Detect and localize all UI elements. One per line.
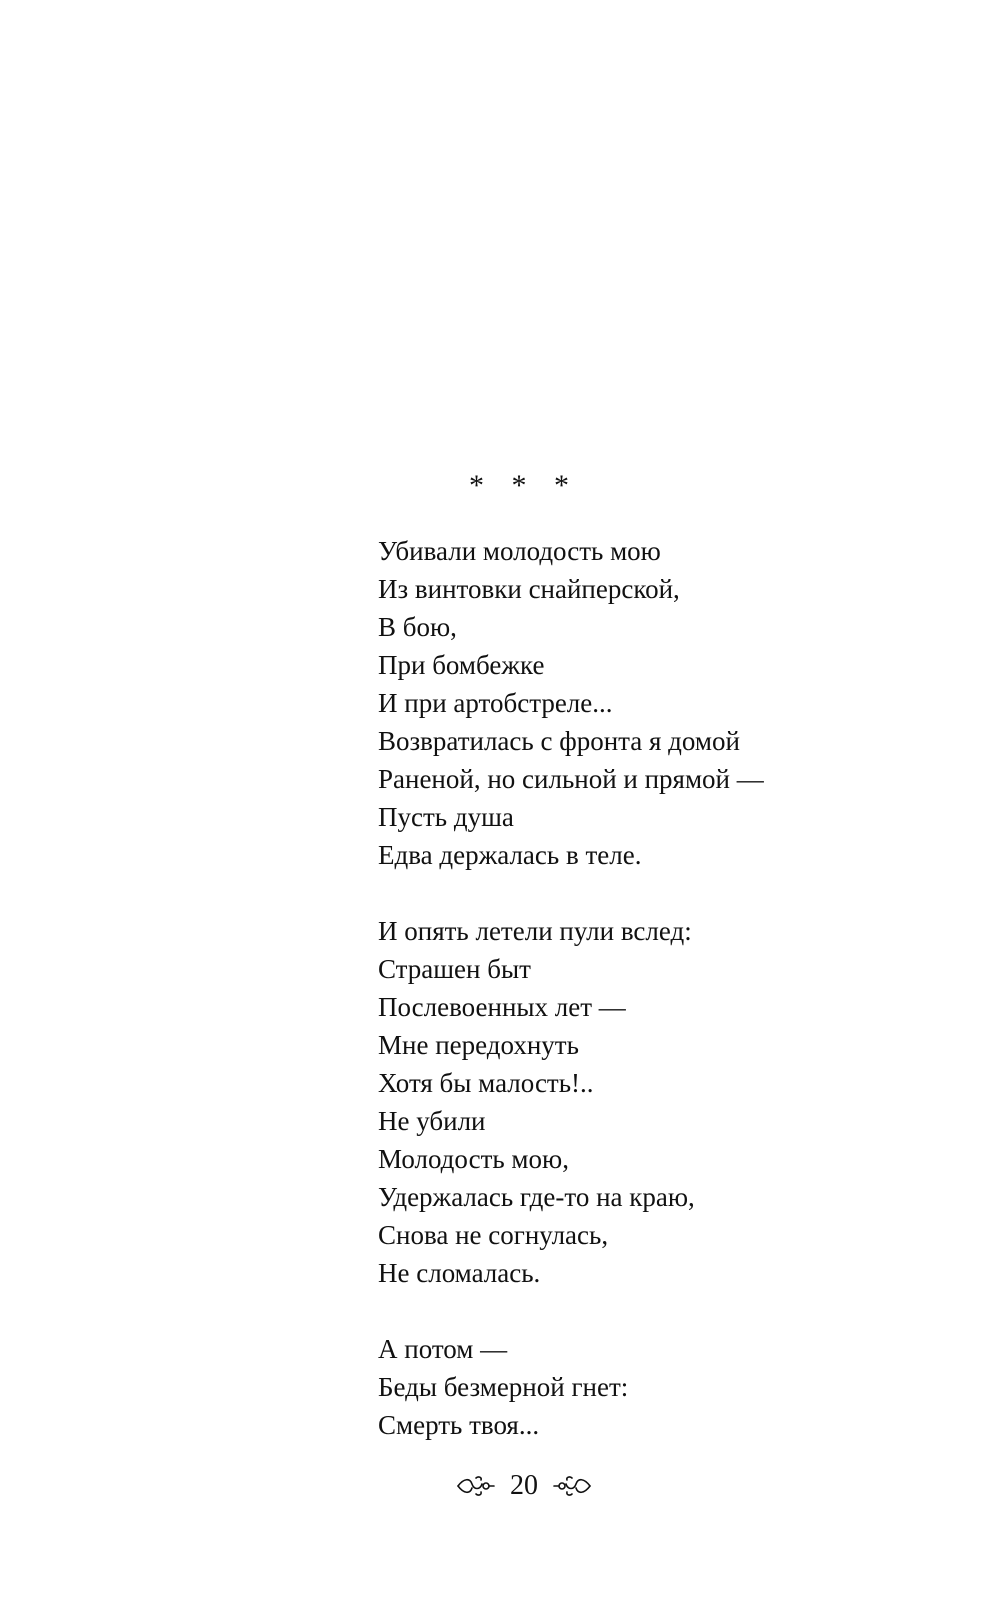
poem-line: Убивали молодость мою — [378, 536, 661, 566]
flourish-ornament-icon — [456, 1474, 496, 1498]
poem-line: В бою, — [378, 612, 457, 642]
poem-line: А потом — — [378, 1334, 508, 1364]
poem-line: Пусть душа — [378, 802, 514, 832]
poem-line: Возвратилась с фронта я домой — [378, 726, 740, 756]
stanza-2 — [378, 912, 978, 1292]
poem-line: Страшен быт — [378, 954, 531, 984]
stanza-separator: * * * — [469, 469, 579, 502]
poem-line: Молодость мою, — [378, 1144, 569, 1174]
flourish-ornament-icon — [552, 1474, 592, 1498]
page-footer — [0, 1470, 1000, 1502]
poem — [378, 532, 978, 1482]
poem-line: Смерть твоя... — [378, 1410, 540, 1440]
poem-line: Удержалась где-то на краю, — [378, 1182, 695, 1212]
page-number: 20 — [510, 1470, 538, 1501]
poem-line: При бомбежке — [378, 650, 545, 680]
poem-line: Из винтовки снайперской, — [378, 574, 680, 604]
poem-line: Мне передохнуть — [378, 1030, 579, 1060]
poem-line: И опять летели пули вслед: — [378, 916, 692, 946]
poem-line: Не убили — [378, 1106, 486, 1136]
poem-line: Послевоенных лет — — [378, 992, 626, 1022]
stanza-1 — [378, 532, 978, 874]
poem-line: Беды безмерной гнет: — [378, 1372, 629, 1402]
poem-line: И при артобстреле... — [378, 688, 613, 718]
poem-line: Хотя бы малость!.. — [378, 1068, 594, 1098]
poem-line: Не сломалась. — [378, 1258, 541, 1288]
stanza-3 — [378, 1330, 978, 1444]
poem-line: Раненой, но сильной и прямой — — [378, 764, 764, 794]
poem-line: Едва держалась в теле. — [378, 840, 642, 870]
poem-line: Снова не согнулась, — [378, 1220, 609, 1250]
